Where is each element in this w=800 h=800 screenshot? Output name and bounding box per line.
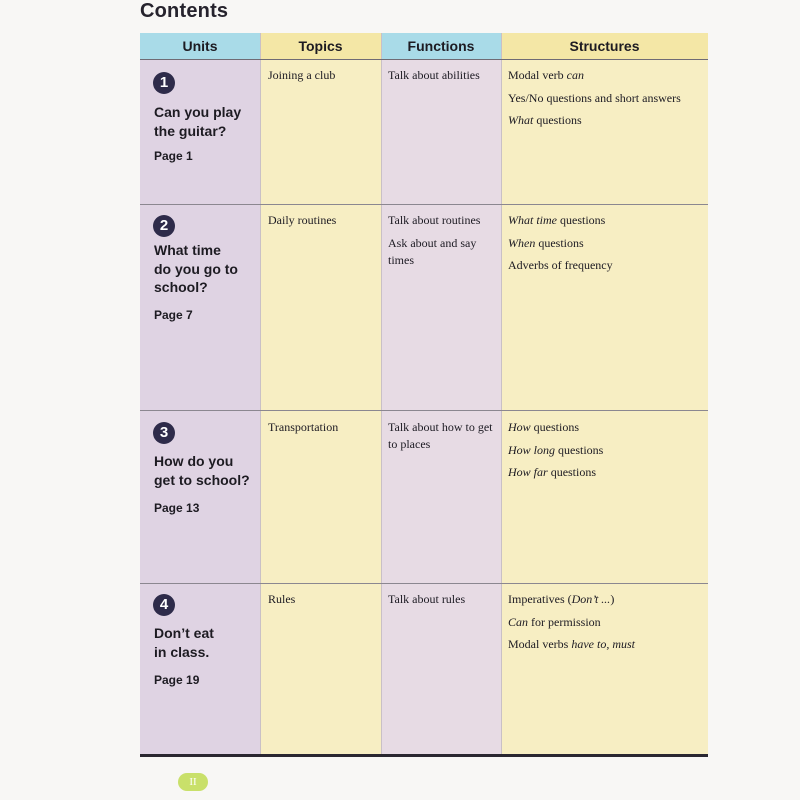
- unit-page: Page 19: [154, 673, 200, 687]
- unit-number-badge: 4: [153, 594, 175, 616]
- topics-cell: [268, 419, 378, 442]
- structure-item: How far questions: [508, 465, 597, 479]
- structures-cell: [508, 591, 704, 659]
- topics-cell: [268, 591, 378, 614]
- header-rule: [140, 59, 708, 60]
- structure-item: Adverbs of frequency: [508, 258, 613, 272]
- page-title: Contents: [140, 0, 229, 22]
- functions-cell: [388, 591, 498, 614]
- unit-title-line: school?: [154, 279, 208, 295]
- functions-cell: [388, 67, 498, 90]
- function-item: Talk about how to get to places: [388, 420, 493, 451]
- structure-item: How long questions: [508, 442, 604, 457]
- unit-title: [154, 241, 258, 297]
- structure-item: What time questions: [508, 213, 606, 227]
- unit-title-line: do you go to: [154, 260, 238, 277]
- table-bottom-rule: [140, 754, 708, 757]
- unit-number-badge: 2: [153, 215, 175, 237]
- unit-title-line: How do you: [154, 453, 234, 469]
- contents-table: [140, 33, 708, 757]
- row-divider: [140, 204, 708, 205]
- unit-title-line: the guitar?: [154, 122, 227, 139]
- function-item: Talk about abilities: [388, 68, 480, 82]
- structure-item: Modal verbs have to, must: [508, 637, 635, 651]
- row-divider: [140, 410, 708, 411]
- header-topics: Topics: [260, 33, 381, 59]
- unit-title-line: What time: [154, 242, 221, 258]
- topic-item: Joining a club: [268, 68, 336, 82]
- unit-page: Page 1: [154, 149, 193, 163]
- header-units: Units: [140, 33, 260, 59]
- function-item: Ask about and say times: [388, 235, 477, 267]
- structure-item: Imperatives (Don’t ...): [508, 592, 615, 606]
- header-structures: Structures: [501, 33, 708, 59]
- topic-item: Transportation: [268, 420, 339, 434]
- page-number-badge: II: [178, 773, 208, 791]
- structures-cell: [508, 212, 704, 280]
- unit-title-line: in class.: [154, 643, 210, 660]
- topic-item: Rules: [268, 592, 296, 606]
- unit-number-badge: 3: [153, 422, 175, 444]
- topic-item: Daily routines: [268, 213, 337, 227]
- structure-item: Can for permission: [508, 614, 601, 629]
- structure-item: How questions: [508, 420, 580, 434]
- structures-cell: [508, 419, 704, 487]
- header-functions: Functions: [381, 33, 501, 59]
- structure-item: Modal verb can: [508, 68, 584, 82]
- structure-item: When questions: [508, 235, 584, 250]
- column-divider: [501, 33, 502, 757]
- functions-cell: [388, 212, 498, 274]
- unit-title-line: get to school?: [154, 471, 250, 488]
- column-divider: [381, 33, 382, 757]
- unit-title: [154, 452, 258, 489]
- unit-title: [154, 624, 258, 661]
- unit-page: Page 7: [154, 308, 193, 322]
- function-item: Talk about rules: [388, 592, 466, 606]
- unit-title: [154, 103, 258, 140]
- structure-item: What questions: [508, 113, 582, 127]
- row-divider: [140, 583, 708, 584]
- topics-cell: [268, 212, 378, 235]
- unit-title-line: Can you play: [154, 104, 242, 120]
- functions-column: [381, 33, 501, 757]
- structure-item: Yes/No questions and short answers: [508, 90, 681, 105]
- function-item: Talk about routines: [388, 213, 481, 227]
- topics-cell: [268, 67, 378, 90]
- column-divider: [260, 33, 261, 757]
- unit-title-line: Don’t eat: [154, 625, 214, 641]
- functions-cell: [388, 419, 498, 459]
- unit-page: Page 13: [154, 501, 200, 515]
- topics-column: [260, 33, 381, 757]
- structures-cell: [508, 67, 704, 135]
- unit-number-badge: 1: [153, 72, 175, 94]
